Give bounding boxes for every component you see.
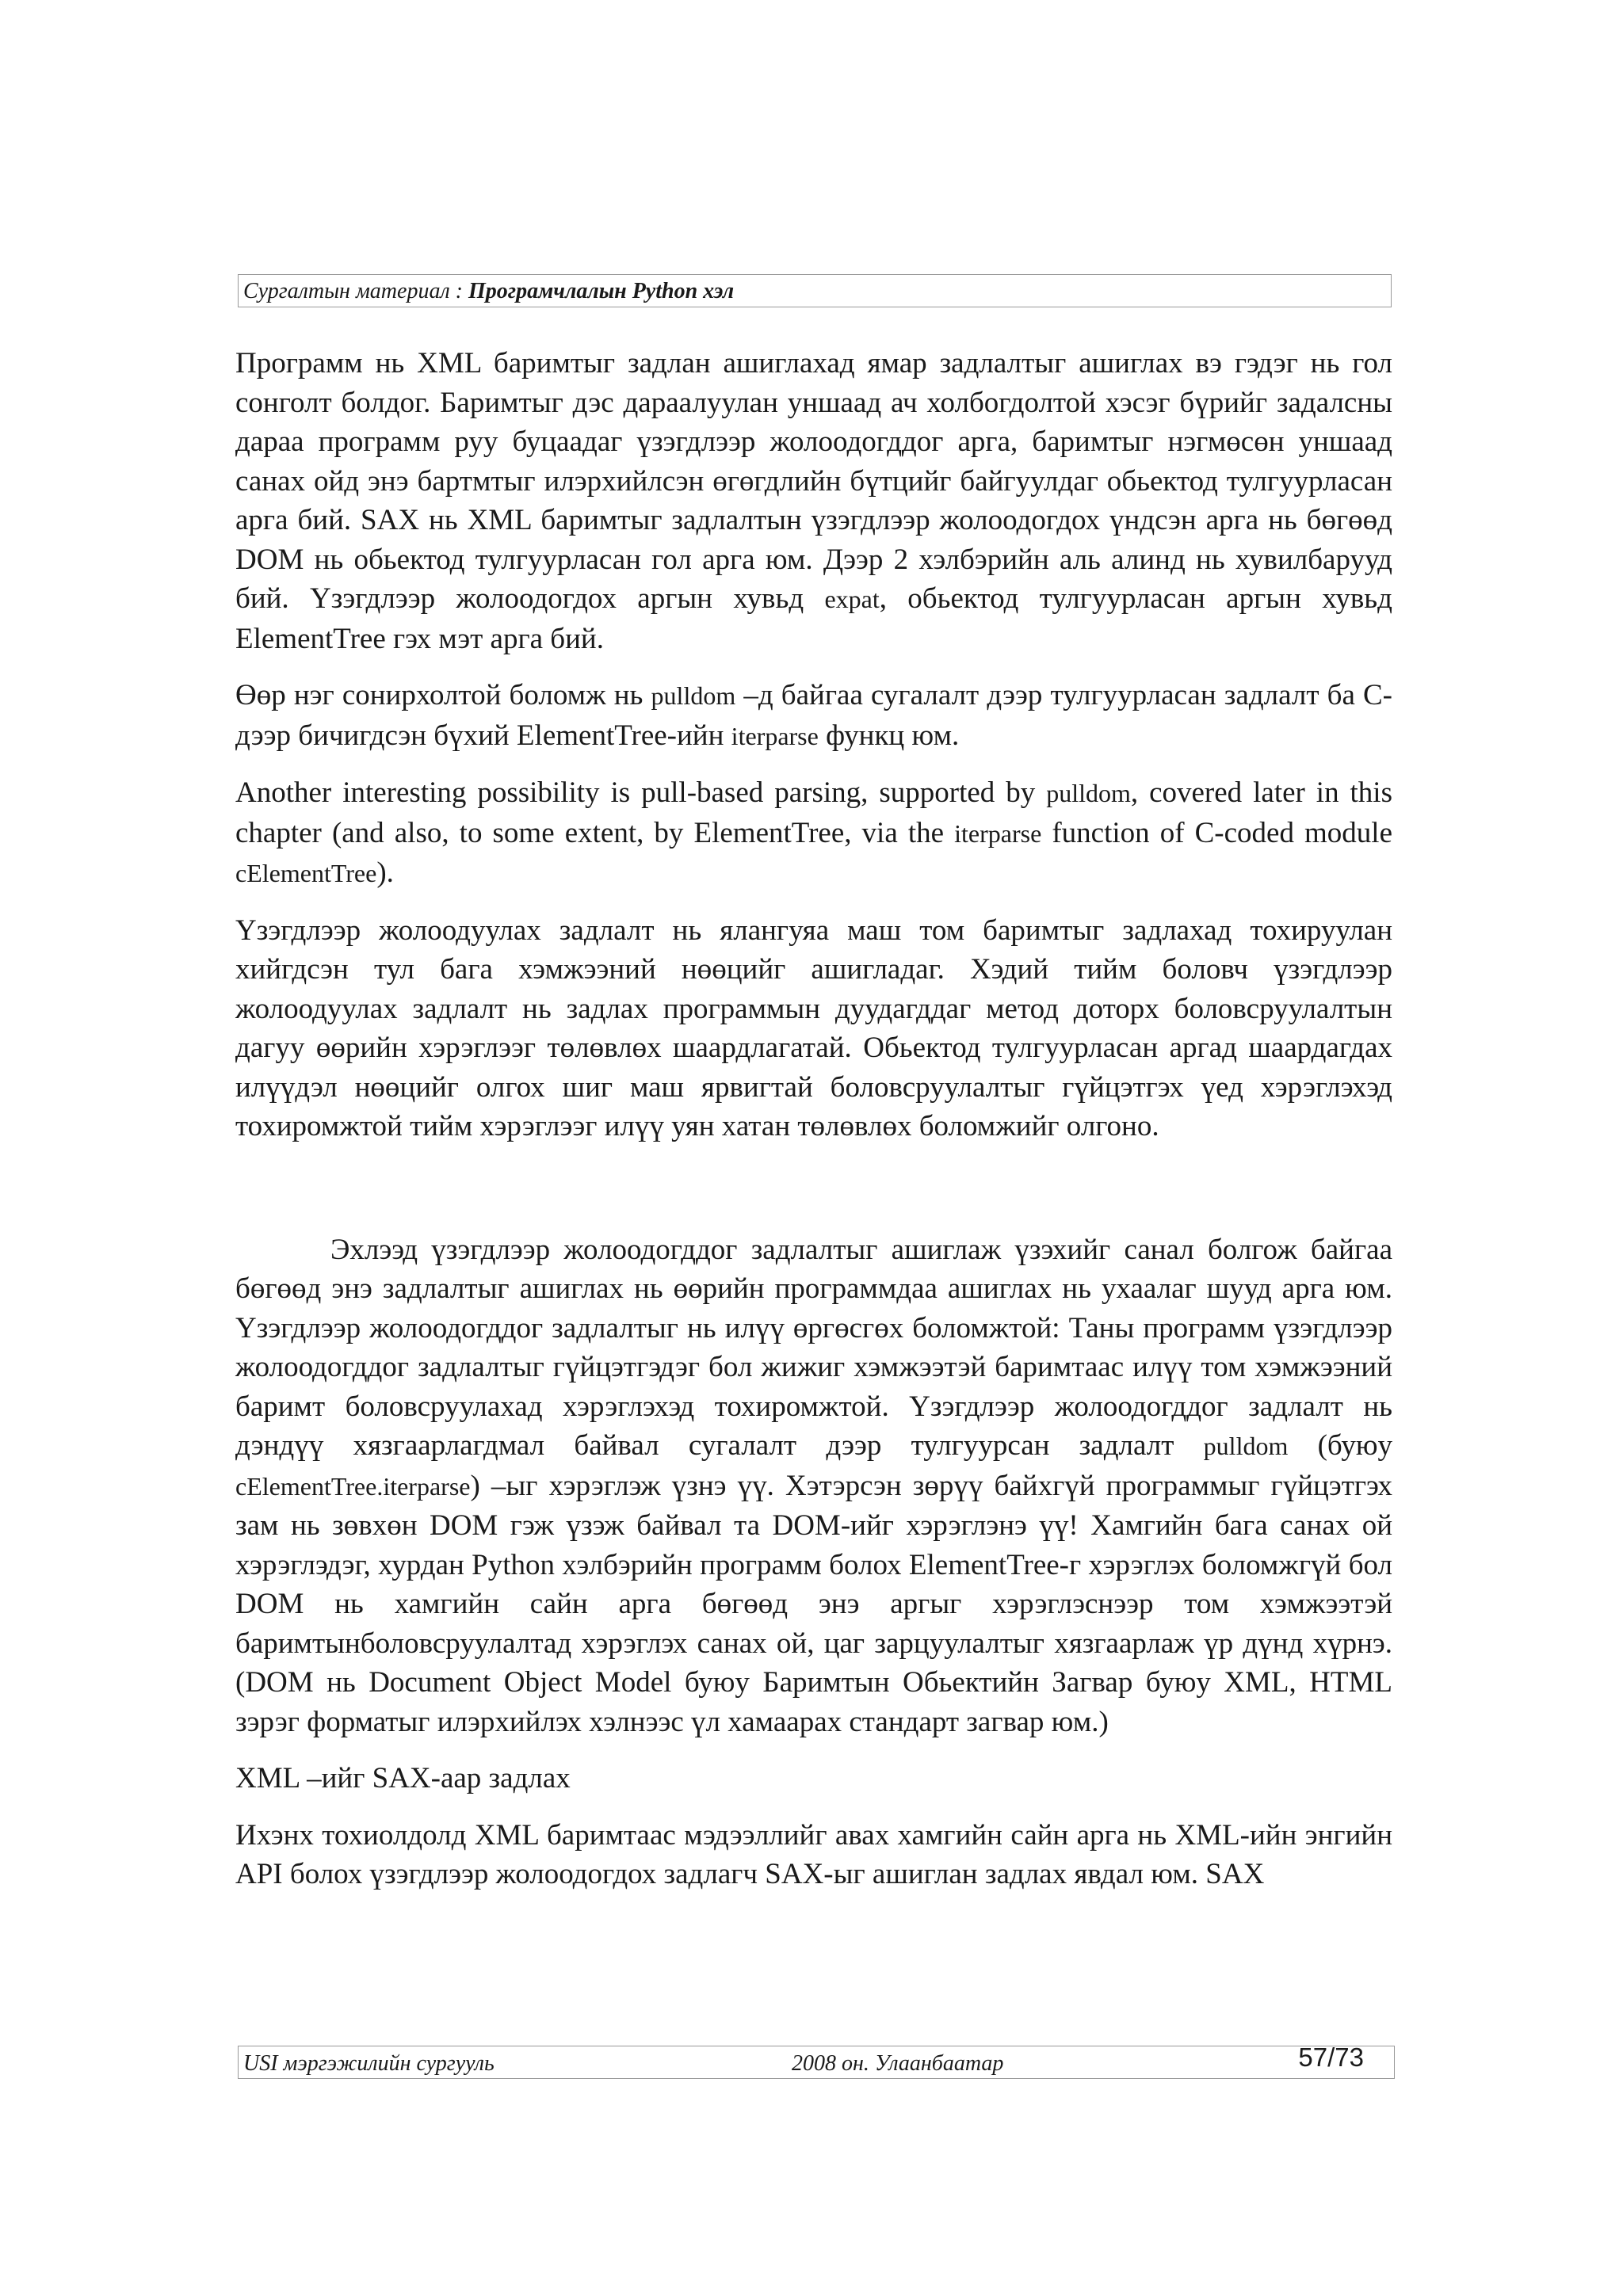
code-term: iterparse: [954, 818, 1042, 848]
footer-year-city: 2008 он. Улаанбаатар: [792, 2051, 1004, 2076]
paragraph: [235, 911, 1392, 1146]
section-heading: [235, 1759, 1392, 1798]
paragraph-text: –д байгаа сугалалт дээр тулгуурласан задлалт ба C-дээр бичигдсэн бүхий ElementTree-ийн: [235, 679, 1392, 752]
code-term: pulldom: [1046, 779, 1131, 807]
section-heading-text: XML –ийг SAX-аар задлах: [235, 1762, 571, 1794]
code-term: iterparse: [731, 721, 819, 750]
paragraph-text: Өөр нэг сонирхолтой боломж нь: [235, 679, 651, 711]
paragraph: [235, 773, 1392, 894]
code-term: pulldom: [651, 681, 736, 710]
code-term: cElementTree.iterparse: [235, 1471, 471, 1501]
document-body: [235, 344, 1392, 1912]
paragraph-text: Программ нь XML баримтыг задлан ашиглахад ямар задлалтыг ашиглах вэ гэдэг нь гол сонголт болдог. Баримтыг дэс дараалуулан уншаад ач холбогдолтой хэсэг бүрийг задалсны дараа программ руу буцаадаг үзэгдлээр жолоодогддог арга, баримтыг нэгмөсөн уншаад санах ойд энэ бартмтыг илэрхийлсэн өгөгдлийн бүтцийг байгуулдаг обьектод тулгуурласан арга бий. SAX нь XML баримтыг задлалтын үзэгдлээр жолоодогдох үндсэн арга нь бөгөөд DOM нь обьектод тулгуурласан гол арга юм. Дээр 2 хэлбэрийн аль алинд нь хувилбарууд бий. Үзэгдлээр жолоодогдох аргын хувьд: [235, 347, 1392, 615]
paragraph-text: (буюу: [1288, 1429, 1392, 1462]
footer-school: USI мэргэжилийн сургууль: [243, 2051, 495, 2076]
paragraph: [235, 344, 1392, 658]
paragraph-text: ) –ыг хэрэглэж үзнэ үү. Хэтэрсэн зөрүү байхгүй программыг гүйцэтгэх зам нь зөвхөн DOM гэж үзэж байвал та DOM-ийг хэрэглэнэ үү! Хамгийн бага санах ой хэрэглэдэг, хурдан Python хэлбэрийн программ болох ElementTree-г хэрэглэх боломжгүй бол DOM нь хамгийн сайн арга бөгөөд энэ аргыг хэрэглэснээр том хэмжээтэй баримтынболовсруулалтад хэрэглэх санах ой, цаг зарцуулалтыг хязгаарлаж үр дүнд хүрнэ.(DOM нь Document Object Model буюу Баримтын Обьектийн Загвар буюу XML, HTML зэрэг форматыг илэрхийлэх хэлнээс үл хамаарах стандарт загвар юм.): [235, 1469, 1392, 1738]
page-number: 57/73: [1298, 2042, 1364, 2072]
code-term: pulldom: [1203, 1432, 1289, 1460]
paragraph-text: , covered later in this chapter (and also, to some extent, by ElementTree, via the: [235, 776, 1392, 849]
code-term: expat: [824, 585, 880, 613]
paragraph: [235, 676, 1392, 756]
code-term: cElementTree: [235, 859, 377, 887]
paragraph-text: function of C-coded module: [1041, 816, 1392, 849]
paragraph-text: , обьектод тулгуурласан аргын хувьд ElementTree гэх мэт арга бий.: [235, 582, 1392, 655]
paragraph-text: Үзэгдлээр жолоодуулах задлалт нь ялангуяа маш том баримтыг задлахад тохируулан хийгдсэн тул бага хэмжээний нөөцийг ашигладаг. Хэдий тийм боловч үзэгдлээр жолоодуулах задлалт нь задлах программын дуудагддаг метод доторх боловсруулалтын дагуу өөрийн хэрэглээг төлөвлөх шаардлагатай. Обьектод тулгуурласан аргад шаардагдах илүүдэл нөөцийг олгох шиг маш ярвигтай боловсруулалтыг гүйцэтгэх үед хэрэглэхэд тохиромжтой тийм хэрэглээг илүү уян хатан төлөвлөх боломжийг олгоно.: [235, 913, 1392, 1142]
paragraph-text: Эхлээд үзэгдлээр жолоодогддог задлалтыг ашиглаж үзэхийг санал болгож байгаа бөгөөд энэ задлалтыг ашиглах нь өөрийн программдаа ашиглах нь ухаалаг шууд арга юм. Үзэгдлээр жолоодогддог задлалтыг нь илүү өргөсгөх боломжтой: Таны программ үзэгдлээр жолоодогддог задлалтыг гүйцэтгэдэг бол жижиг хэмжээтэй баримтаас илүү том хэмжээний баримт боловсруулахад хэрэглэхэд тохиромжтой. Үзэгдлээр жолоодогддог задлалт нь дэндүү хязгаарлагдмал байвал сугалалт дээр тулгуурсан задлалт: [235, 1233, 1392, 1462]
header-title: Програмчлалын Python хэл: [468, 279, 735, 303]
paragraph-text: Another interesting possibility is pull-based parsing, supported by: [235, 776, 1047, 809]
paragraph: [235, 1230, 1392, 1742]
running-footer: [238, 2042, 1395, 2079]
header-label: Сургалтын материал :: [243, 279, 468, 303]
paragraph-text: Ихэнх тохиолдолд XML баримтаас мэдээллийг авах хамгийн сайн арга нь XML-ийн энгийн API болох үзэгдлээр жолоодогдох задлагч SAX-ыг ашиглан задлах явдал юм. SAX: [235, 1818, 1392, 1890]
running-header: [238, 274, 1392, 307]
paragraph-text: ).: [376, 856, 394, 889]
paragraph-text: функц юм.: [818, 719, 960, 752]
paragraph: [235, 1816, 1392, 1894]
